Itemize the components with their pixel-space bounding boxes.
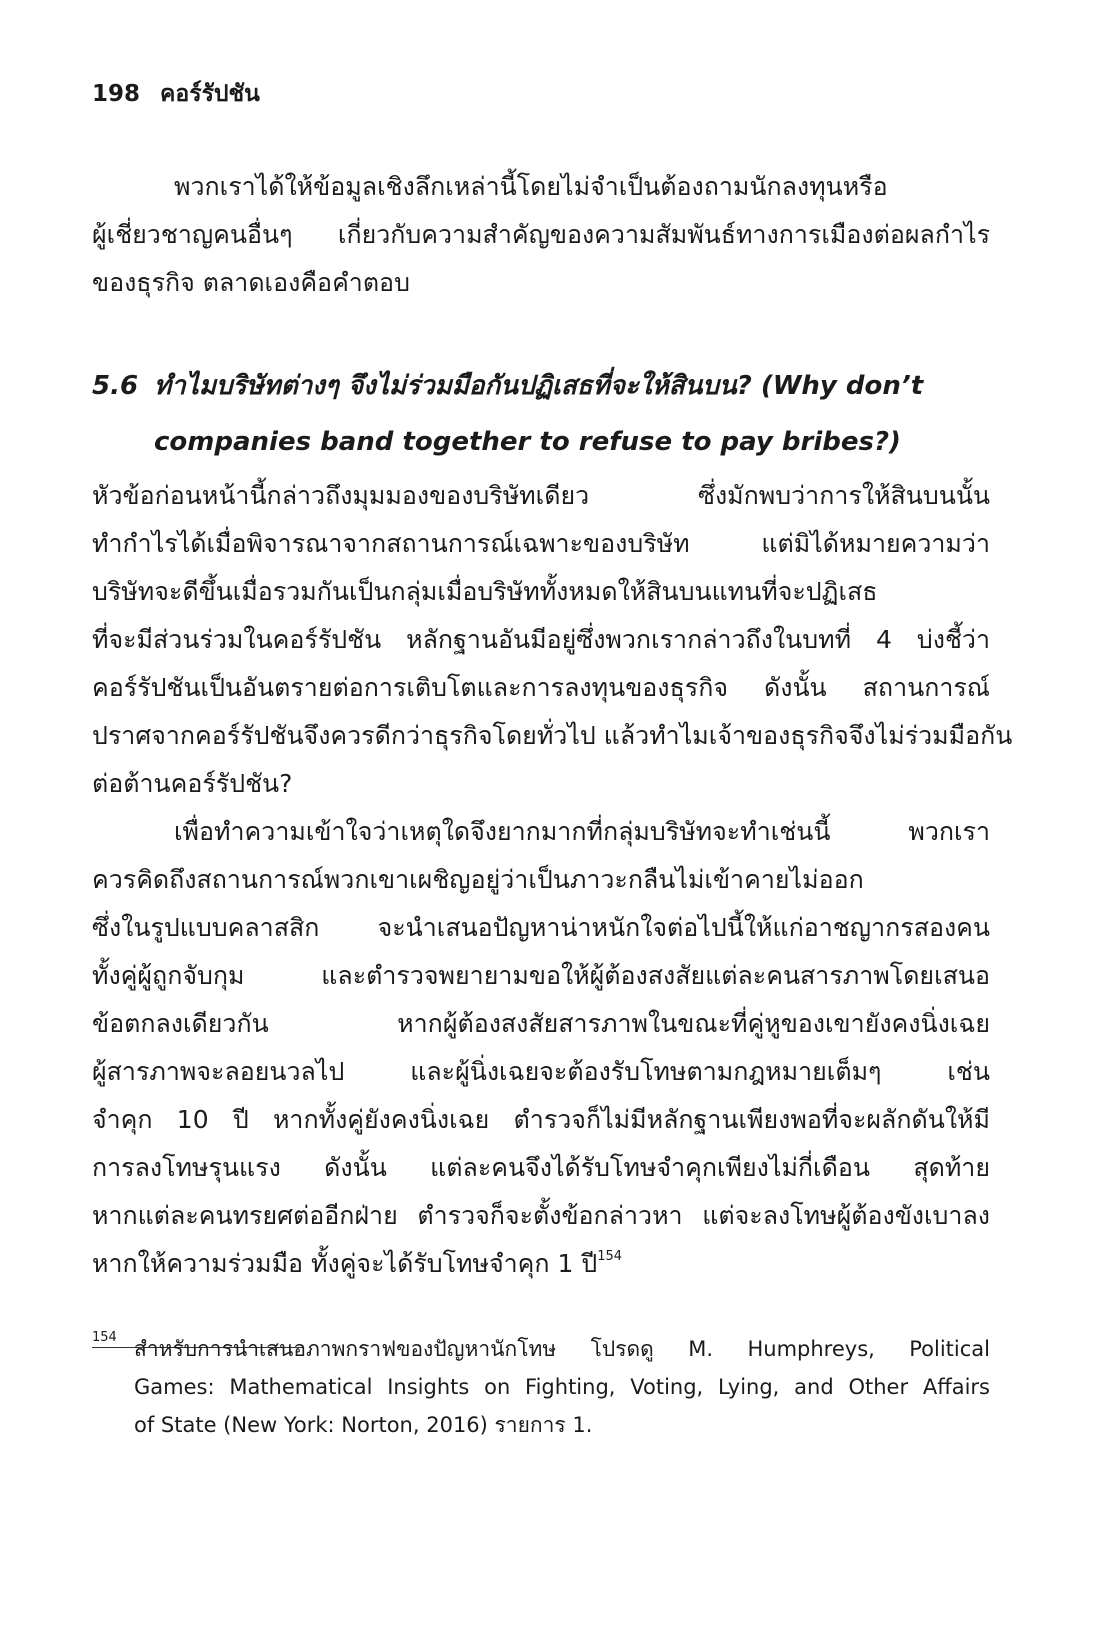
paragraph-line: ควรคิดถึงสถานการณ์พวกเขาเผชิญอยู่ว่าเป็นภาวะกลืนไม่เข้าคายไม่ออก — [92, 865, 864, 894]
paragraph-line: พวกเราได้ให้ข้อมูลเชิงลึกเหล่านี้โดยไม่จำเป็นต้องถามนักลงทุนหรือ — [174, 172, 888, 201]
paragraph-line: ข้อตกลงเดียวกัน หากผู้ต้องสงสัยสารภาพในขณะที่คู่หูของเขายังคงนิ่งเฉย — [92, 1009, 990, 1038]
paragraph-1 — [92, 472, 1013, 808]
paragraph-line: ทำกำไรได้เมื่อพิจารณาจากสถานการณ์เฉพาะของบริษัท แต่มิได้หมายความว่า — [92, 529, 990, 558]
paragraph-line: ทั้งคู่ผู้ถูกจับกุม และตำรวจพยายามขอให้ผู้ต้องสงสัยแต่ละคนสารภาพโดยเสนอ — [92, 961, 990, 990]
section-title-line-1: ทำไมบริษัทต่างๆ จึงไม่ร่วมมือกันปฏิเสธที่จะให้สินบน? (Why don’t — [154, 371, 924, 401]
section-title-line-2: companies band together to refuse to pay bribes?) — [154, 427, 901, 457]
paragraph-line: ซึ่งในรูปแบบคลาสสิก จะนำเสนอปัญหาน่าหนักใจต่อไปนี้ให้แก่อาชญากรสองคน — [92, 913, 990, 942]
paragraph-line: ของธุรกิจ ตลาดเองคือคำตอบ — [92, 268, 410, 297]
section-heading — [92, 358, 990, 470]
paragraph-line: หากแต่ละคนทรยศต่ออีกฝ่าย ตำรวจก็จะตั้งข้อกล่าวหา แต่จะลงโทษผู้ต้องขังเบาลง — [92, 1201, 990, 1230]
running-title: คอร์รัปชัน — [160, 81, 260, 107]
intro-paragraph — [92, 163, 990, 307]
paragraph-line-text: หากให้ความร่วมมือ ทั้งคู่จะได้รับโทษจำคุก 1 ปี — [92, 1249, 598, 1278]
footnote-line: of State (New York: Norton, 2016) รายการ 1. — [134, 1413, 593, 1437]
paragraph-line: ที่จะมีส่วนร่วมในคอร์รัปชัน หลักฐานอันมีอยู่ซึ่งพวกเรากล่าวถึงในบทที่ 4 บ่งชี้ว่า — [92, 625, 990, 654]
paragraph-line: ปราศจากคอร์รัปชันจึงควรดีกว่าธุรกิจโดยทั่วไป แล้วทำไมเจ้าของธุรกิจจึงไม่ร่วมมือกัน — [92, 721, 1013, 750]
paragraph-line: ผู้สารภาพจะลอยนวลไป และผู้นิ่งเฉยจะต้องรับโทษตามกฎหมายเต็มๆ เช่น — [92, 1057, 990, 1086]
paragraph-line: หัวข้อก่อนหน้านี้กล่าวถึงมุมมองของบริษัทเดียว ซึ่งมักพบว่าการให้สินบนนั้น — [92, 481, 990, 510]
footnote-line: Games: Mathematical Insights on Fighting, Voting, Lying, and Other Affairs — [134, 1375, 990, 1399]
page-number: 198 — [92, 81, 141, 107]
paragraph-line: ผู้เชี่ยวชาญคนอื่นๆ เกี่ยวกับความสำคัญของความสัมพันธ์ทางการเมืองต่อผลกำไร — [92, 220, 990, 249]
paragraph-line: จำคุก 10 ปี หากทั้งคู่ยังคงนิ่งเฉย ตำรวจก็ไม่มีหลักฐานเพียงพอที่จะผลักดันให้มี — [92, 1105, 990, 1134]
page-header — [92, 76, 260, 112]
paragraph-line: ต่อต้านคอร์รัปชัน? — [92, 769, 293, 798]
paragraph-line: การลงโทษรุนแรง ดังนั้น แต่ละคนจึงได้รับโทษจำคุกเพียงไม่กี่เดือน สุดท้าย — [92, 1153, 990, 1182]
section-number: 5.6 — [92, 371, 139, 401]
paragraph-line: บริษัทจะดีขึ้นเมื่อรวมกันเป็นกลุ่มเมื่อบริษัททั้งหมดให้สินบนแทนที่จะปฏิเสธ — [92, 577, 878, 606]
footnote-reference[interactable]: 154 — [597, 1249, 623, 1264]
paragraph-line: เพื่อทำความเข้าใจว่าเหตุใดจึงยากมากที่กลุ่มบริษัทจะทำเช่นนี้ พวกเรา — [174, 817, 990, 846]
footnote-line: สำหรับการนำเสนอภาพกราฟของปัญหานักโทษ โปรดดู M. Humphreys, Political — [134, 1337, 990, 1361]
paragraph-line — [92, 1240, 990, 1288]
paragraph-line: คอร์รัปชันเป็นอันตรายต่อการเติบโตและการลงทุนของธุรกิจ ดังนั้น สถานการณ์ — [92, 673, 990, 702]
paragraph-2 — [92, 808, 990, 1288]
footnote-marker: 154 — [92, 1330, 117, 1345]
footnote — [92, 1330, 990, 1444]
